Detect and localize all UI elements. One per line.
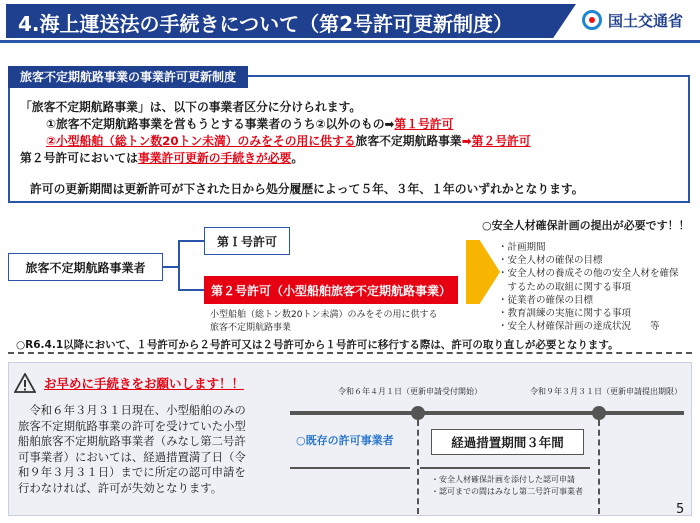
mlit-logo [582, 6, 694, 34]
notice-line: 船舶旅客不定期航路事業者（みなし第二号許 [18, 434, 246, 448]
permit1-red: 第１号許可 [394, 117, 454, 131]
line4-text: 第２号許可においては [20, 151, 138, 165]
logo-text: 国土交通省 [608, 11, 684, 30]
requirement-item: ・従業者の確保の目標 [498, 294, 594, 306]
timeline-axis [290, 411, 684, 415]
requirement-item: ・計画期間 [498, 242, 546, 253]
notice-line: 和９年３月３１日）までに所定の認可申請を [18, 465, 246, 479]
requirement-item: ・安全人材確保計画の達成状況 等 [498, 321, 660, 333]
requirement-list [498, 241, 679, 333]
line2-text: ①旅客不定期航路事業を営もうとする事業者のうち②以外のもの➡ [46, 117, 395, 131]
transition-period-box: 経過措置期間３年間 [431, 429, 584, 455]
line1-text: 「旅客不定期航路事業」は、以下の事業者区分に分けられます。 [20, 100, 362, 114]
timeline-start-label: 令和６年４月１日（更新申請受付開始） [338, 387, 482, 396]
notice-text [18, 403, 274, 496]
page-number: 5 [676, 502, 685, 517]
timeline-guide [417, 420, 419, 514]
existing-operators-label: ○既存の許可事業者 [296, 434, 394, 447]
notice-line: 令和６年３月３１日現在、小型船舶のみの [18, 403, 246, 417]
requirement-item: ・安全人材の養成その他の安全人材を確保 [498, 268, 679, 280]
requirement-item: ・教育訓練の実施に関する事項 [498, 308, 632, 320]
timeline-guide [598, 420, 600, 514]
requirement-item: するための取組に関する事項 [498, 281, 632, 293]
system-line-3 [46, 132, 531, 150]
warning-title: お早めに手続きをお願いします！！ [44, 376, 245, 391]
dashed-divider [8, 352, 692, 354]
arrow-right-icon [466, 240, 500, 304]
timeline-end-label: 令和９年３月３１日（更新申請提出期限） [530, 387, 682, 396]
header-rule [0, 40, 700, 43]
permit2-note [210, 309, 437, 335]
line3-text: 旅客不定期航路事業 [355, 134, 462, 148]
warning-icon [14, 373, 36, 393]
notice-line: 旅客不定期航路事業の許可を受けていた小型 [18, 418, 246, 433]
page-title: 4.海上運送法の手続きについて（第2号許可更新制度） [18, 12, 514, 36]
operator-node: 旅客不定期航路事業者 [8, 253, 163, 281]
requirement-title: ○安全人材確保計画の提出が必要です！！ [482, 219, 690, 232]
notice-line: 可事業者）においては、経過措置満了日（令 [18, 449, 246, 464]
timeline-bar [290, 467, 410, 469]
permit2-note-line: 小型船舶（総トン数20トン未満）のみをその用に供する [210, 310, 438, 320]
permit2-red: 第２号許可 [471, 134, 531, 148]
system-line-4 [20, 149, 303, 167]
permit2-node: 第２号許可（小型船舶旅客不定期航路事業） [204, 276, 458, 304]
line3-arrow: ➡ [461, 134, 472, 148]
warning-heading [14, 373, 244, 393]
timeline-bar [420, 467, 590, 469]
requirement-item: ・安全人材の確保の目標 [498, 255, 603, 267]
permit2-note-line: 旅客不定期航路事業 [210, 323, 292, 333]
system-line-1 [20, 98, 361, 116]
connector [178, 289, 204, 291]
small-vessel-red: ②小型船舶（総トン数20トン未満）のみをその用に供する [46, 134, 356, 148]
renewal-period-text: 許可の更新期間は更新許可が下された日から処分履歴によって５年、３年、１年のいずれかとなります。 [30, 182, 584, 196]
timeline-note: ・認可までの間はみなし第二号許可事業者 [431, 487, 583, 496]
permit1-node: 第Ｉ号許可 [204, 227, 290, 255]
timeline-notes [431, 474, 583, 498]
renewal-required-red: 事業許可更新の手続きが必要 [137, 151, 292, 165]
system-label: 旅客不定期航路事業の事業許可更新制度 [8, 66, 248, 88]
timeline-note: ・安全人材確保計画を添付した認可申請 [431, 475, 575, 484]
connector [178, 240, 180, 291]
mlit-emblem-icon [582, 10, 602, 30]
line4-end: 。 [291, 151, 304, 165]
system-line-5 [30, 180, 584, 198]
connector [163, 266, 179, 268]
timeline-start-marker [411, 406, 425, 420]
notice-line: 行わなければ、許可が失効となります。 [18, 480, 223, 495]
system-line-2 [46, 115, 453, 133]
r6-note: ○R6.4.1以降において、１号許可から２号許可又は２号許可から１号許可に移行する際は、許可の取り直しが必要となります。 [16, 339, 619, 351]
connector [178, 240, 204, 242]
timeline-end-marker [592, 406, 606, 420]
